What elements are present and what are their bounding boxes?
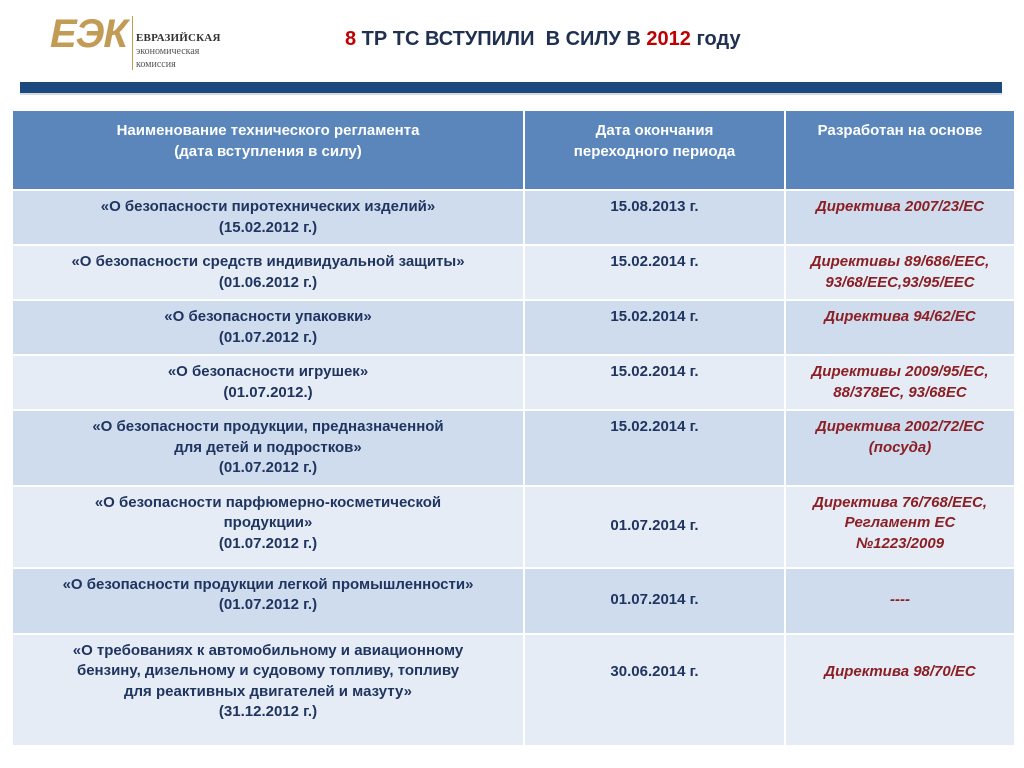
name-line: бензину, дизельному и судовому топливу, топливу xyxy=(76,662,460,679)
header-date-line-1: Дата окончания xyxy=(595,122,714,139)
basis-line: 88/378ЕС, 93/68ЕС xyxy=(833,383,967,401)
transition-end-date: 30.06.2014 г. xyxy=(524,634,785,746)
page-title xyxy=(345,28,741,51)
name-line: (01.07.2012 г.) xyxy=(218,534,318,552)
title-text-b: году xyxy=(690,28,741,50)
transition-end-date: 01.07.2014 г. xyxy=(524,568,785,634)
transition-end-date: 15.02.2014 г. xyxy=(524,355,785,410)
basis-document xyxy=(785,190,1015,245)
table-row xyxy=(12,634,1015,746)
logo-divider xyxy=(132,16,133,70)
table-row xyxy=(12,486,1015,568)
header-name xyxy=(12,110,524,190)
regulation-name xyxy=(12,355,524,410)
basis-line: №1223/2009 xyxy=(855,534,945,552)
name-line: для реактивных двигателей и мазуту» xyxy=(124,682,412,700)
basis-line: ---- xyxy=(890,591,910,609)
name-line: «О безопасности игрушек» xyxy=(167,363,369,380)
name-line: (31.12.2012 г.) xyxy=(218,703,318,720)
table-row xyxy=(12,245,1015,300)
regulation-name xyxy=(12,486,524,568)
basis-line: Директива 76/768/ЕЕС, xyxy=(812,493,988,511)
title-text-a: ТР ТС ВСТУПИЛИ В СИЛУ В xyxy=(356,28,647,50)
header-name-line-2: (дата вступления в силу) xyxy=(174,142,362,160)
name-line: (01.06.2012 г.) xyxy=(218,273,318,291)
regulation-name xyxy=(12,410,524,486)
basis-line: Директива 98/70/ЕС xyxy=(824,663,976,681)
name-line: (01.07.2012 г.) xyxy=(218,328,318,346)
slide-header xyxy=(0,0,1024,90)
basis-line: Регламент ЕС xyxy=(844,514,956,531)
logo-text xyxy=(136,32,221,71)
transition-end-date: 15.02.2014 г. xyxy=(524,245,785,300)
regulation-name xyxy=(12,245,524,300)
logo-line-3: комиссия xyxy=(136,59,176,70)
regulation-name xyxy=(12,634,524,746)
transition-end-date: 15.02.2014 г. xyxy=(524,410,785,486)
table-header-row xyxy=(12,110,1015,190)
regulations-table xyxy=(11,109,1016,747)
header-date-line-2: переходного периода xyxy=(573,142,736,160)
basis-line: Директивы 2009/95/ЕС, xyxy=(811,363,989,380)
basis-document xyxy=(785,300,1015,355)
basis-document xyxy=(785,568,1015,634)
basis-line: 93/68/ЕЕС,93/95/ЕЕС xyxy=(825,273,975,291)
transition-end-date: 15.08.2013 г. xyxy=(524,190,785,245)
name-line: «О безопасности средств индивидуальной защиты» xyxy=(71,253,465,270)
name-line: (01.07.2012.) xyxy=(223,383,313,401)
header-rule-shadow xyxy=(20,93,1002,95)
basis-document xyxy=(785,486,1015,568)
name-line: «О безопасности упаковки» xyxy=(164,308,372,325)
basis-line: Директива 94/62/ЕС xyxy=(824,308,976,325)
title-year: 2012 xyxy=(646,28,691,50)
name-line: (01.07.2012 г.) xyxy=(218,596,318,613)
table-row xyxy=(12,355,1015,410)
regulation-name xyxy=(12,300,524,355)
logo-line-1: ЕВРАЗИЙСКАЯ xyxy=(136,32,221,44)
title-number: 8 xyxy=(345,28,357,50)
transition-end-date: 01.07.2014 г. xyxy=(524,486,785,568)
header-rule xyxy=(20,82,1002,93)
name-line: «О безопасности пиротехнических изделий» xyxy=(100,198,436,215)
header-basis xyxy=(785,110,1015,190)
regulation-name xyxy=(12,568,524,634)
table-row xyxy=(12,300,1015,355)
header-name-line-1: Наименование технического регламента xyxy=(116,122,420,139)
name-line: продукции» xyxy=(223,514,313,531)
basis-document xyxy=(785,634,1015,746)
basis-line: (посуда) xyxy=(868,438,932,456)
basis-line: Директива 2002/72/ЕС xyxy=(815,418,985,435)
name-line: «О безопасности продукции легкой промышленности» xyxy=(62,575,474,593)
name-line: (01.07.2012 г.) xyxy=(218,459,318,476)
basis-line: Директива 2007/23/ЕС xyxy=(815,198,985,215)
table-row xyxy=(12,568,1015,634)
logo-mark: ЕЭК xyxy=(50,12,128,56)
basis-document xyxy=(785,245,1015,300)
regulation-name xyxy=(12,190,524,245)
logo-line-2: экономическая xyxy=(136,46,200,57)
header-basis-label: Разработан на основе xyxy=(817,122,983,139)
name-line: (15.02.2012 г.) xyxy=(218,218,318,236)
basis-document xyxy=(785,355,1015,410)
table-row xyxy=(12,410,1015,486)
name-line: «О требованиях к автомобильному и авиационному xyxy=(72,641,464,659)
header-date xyxy=(524,110,785,190)
transition-end-date: 15.02.2014 г. xyxy=(524,300,785,355)
name-line: для детей и подростков» xyxy=(174,438,362,456)
name-line: «О безопасности продукции, предназначенной xyxy=(92,418,444,435)
basis-document xyxy=(785,410,1015,486)
table-row xyxy=(12,190,1015,245)
name-line: «О безопасности парфюмерно-косметической xyxy=(94,493,442,511)
basis-line: Директивы 89/686/ЕЕС, xyxy=(810,253,990,270)
